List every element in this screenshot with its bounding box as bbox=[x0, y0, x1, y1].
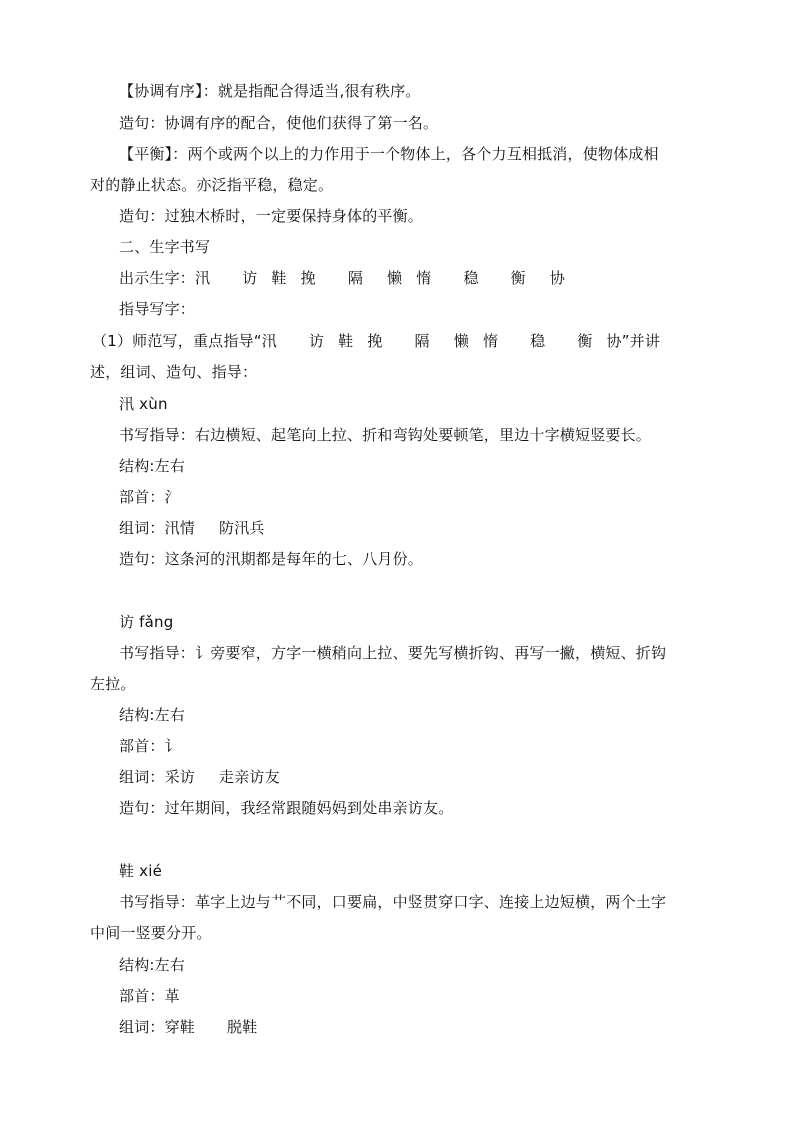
writing-guide-fang-line1: 书写指导：讠旁要窄，方字一横稍向上拉、要先写横折钩、再写一撇，横短、折钩 bbox=[119, 644, 667, 662]
characters-label: 出示生字： bbox=[119, 269, 196, 287]
char-xun: 汛 bbox=[195, 269, 211, 287]
demo-char-wan: 挽 bbox=[367, 332, 383, 350]
teacher-demo-line2: 述，组词、造句、指导： bbox=[90, 363, 258, 381]
sentence-xietiao: 造句：协调有序的配合，使他们获得了第一名。 bbox=[119, 114, 439, 132]
char-wen: 稳 bbox=[463, 269, 479, 287]
char-heading-xun: 汛 xùn bbox=[119, 395, 168, 413]
demo-char-lan: 懒 bbox=[453, 332, 469, 350]
radical-xun: 部首：氵 bbox=[119, 488, 180, 506]
sentence-fang: 造句：过年期间，我经常跟随妈妈到处串亲访友。 bbox=[119, 799, 454, 817]
definition-pingheng-line1: 【平衡】：两个或两个以上的力作用于一个物体上，各个力互相抵消，使物体成相 bbox=[119, 145, 659, 163]
char-heading-fang: 访 fǎng bbox=[119, 613, 174, 631]
char-heng: 衡 bbox=[510, 269, 526, 287]
teacher-demo-end: ”并讲 bbox=[621, 332, 661, 350]
radical-fang: 部首：讠 bbox=[119, 737, 180, 755]
words-xie bbox=[119, 1017, 257, 1037]
demo-char-xie: 鞋 bbox=[338, 332, 354, 350]
word-chuanxie: 穿鞋 bbox=[164, 1018, 196, 1036]
words-xun bbox=[119, 518, 265, 538]
demo-char-xun: 汛 bbox=[261, 332, 277, 350]
word-xunqing: 汛情 bbox=[164, 519, 196, 537]
char-wan: 挽 bbox=[300, 269, 316, 287]
demo-char-ge: 隔 bbox=[414, 332, 430, 350]
words-label: 组词： bbox=[119, 1018, 165, 1036]
characters-display-line bbox=[119, 268, 565, 288]
char-xie2: 协 bbox=[549, 269, 566, 287]
char-lan: 懒 bbox=[387, 269, 403, 287]
radical-xie: 部首：革 bbox=[119, 987, 180, 1005]
word-fangxunbing: 防汛兵 bbox=[219, 519, 265, 537]
demo-char-duo: 惰 bbox=[482, 332, 499, 350]
sentence-pingheng: 造句：过独木桥时，一定要保持身体的平衡。 bbox=[119, 207, 424, 225]
words-label: 组词： bbox=[119, 768, 165, 786]
word-tuoxie: 脱鞋 bbox=[227, 1018, 258, 1036]
demo-char-heng: 衡 bbox=[577, 332, 593, 350]
structure-fang: 结构:左右 bbox=[119, 706, 186, 724]
demo-char-fang: 访 bbox=[308, 332, 325, 350]
structure-xie: 结构:左右 bbox=[119, 956, 186, 974]
char-duo: 惰 bbox=[416, 269, 432, 287]
char-ge: 隔 bbox=[347, 269, 364, 287]
char-heading-xie: 鞋 xié bbox=[119, 862, 163, 880]
word-caifang: 采访 bbox=[164, 768, 196, 786]
structure-xun: 结构:左右 bbox=[119, 457, 186, 475]
teacher-demo-start: （1）师范写，重点指导“ bbox=[92, 332, 262, 350]
char-fang: 访 bbox=[242, 269, 258, 287]
definition-xietiao: 【协调有序】：就是指配合得适当,很有秩序。 bbox=[119, 82, 421, 100]
writing-guide-xie-line2: 中间一竖要分开。 bbox=[90, 924, 212, 942]
char-xie: 鞋 bbox=[271, 269, 287, 287]
teacher-demo-line bbox=[92, 331, 660, 351]
demo-char-xie2: 协 bbox=[606, 332, 622, 350]
words-fang bbox=[119, 767, 280, 787]
section-heading-writing: 二、生字书写 bbox=[119, 238, 211, 256]
demo-char-wen: 稳 bbox=[530, 332, 546, 350]
guidance-heading: 指导写字： bbox=[119, 300, 196, 318]
writing-guide-xun: 书写指导：右边横短、起笔向上拉、折和弯钩处要顿笔，里边十字横短竖要长。 bbox=[119, 426, 652, 444]
definition-pingheng-line2: 对的静止状态。亦泛指平稳，稳定。 bbox=[90, 176, 334, 194]
sentence-xun: 造句：这条河的汛期都是每年的七、八月份。 bbox=[119, 550, 424, 568]
writing-guide-xie-line1: 书写指导：革字上边与艹不同，口要扁，中竖贯穿口字、连接上边短横，两个土字 bbox=[119, 893, 667, 911]
word-zouqinfangyou: 走亲访友 bbox=[219, 768, 280, 786]
words-label: 组词： bbox=[119, 519, 165, 537]
writing-guide-fang-line2: 左拉。 bbox=[90, 675, 136, 693]
